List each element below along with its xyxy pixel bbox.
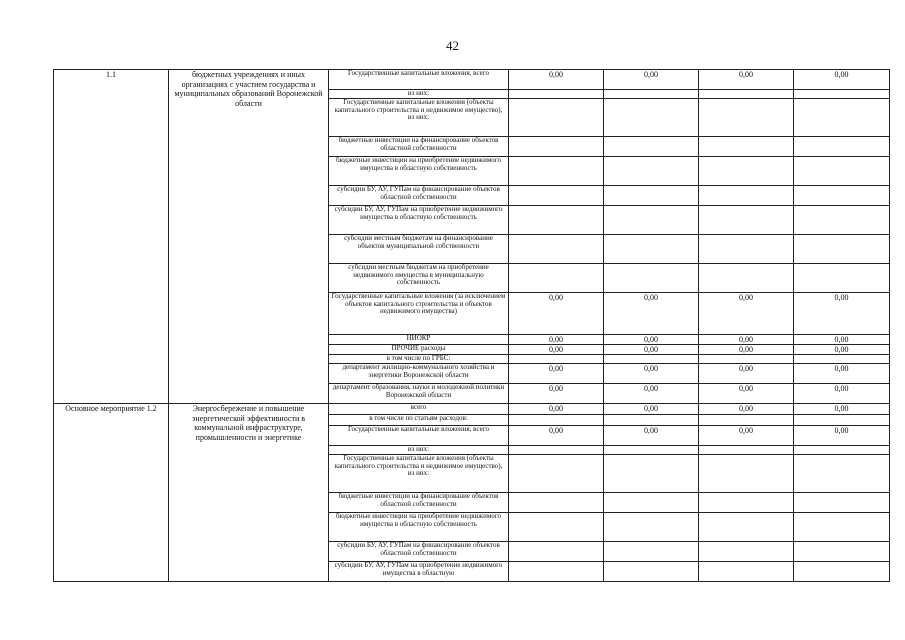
value-cell <box>699 355 794 364</box>
value-cell: 0,00 <box>699 384 794 404</box>
expense-label-cell: субсидии БУ, АУ, ГУПам на приобретение недвижимого имущества в областную <box>329 562 509 582</box>
value-cell <box>604 513 699 542</box>
value-cell <box>509 415 604 426</box>
value-cell <box>604 493 699 513</box>
value-cell: 0,00 <box>509 293 604 335</box>
expense-label-cell: Государственные капитальные вложения (за исключением объектов капитального строительства и объектов недвижимого имущества) <box>329 293 509 335</box>
expense-label-cell: бюджетные инвестиции на приобретение недвижимого имущества в областную собственность <box>329 157 509 186</box>
expense-label-cell: в том числе по статьям расходов: <box>329 415 509 426</box>
value-cell <box>794 137 890 157</box>
value-cell <box>699 99 794 137</box>
value-cell <box>604 90 699 99</box>
value-cell <box>699 137 794 157</box>
expense-label-cell: бюджетные инвестиции на приобретение недвижимого имущества в областную собственность <box>329 513 509 542</box>
value-cell: 0,00 <box>794 364 890 384</box>
value-cell <box>699 90 794 99</box>
value-cell <box>794 206 890 235</box>
expense-label-cell: субсидии местным бюджетам на приобретение недвижимого имущества в муниципальную собственность <box>329 264 509 293</box>
value-cell: 0,00 <box>604 335 699 345</box>
value-cell <box>699 493 794 513</box>
value-cell: 0,00 <box>794 335 890 345</box>
value-cell <box>699 446 794 455</box>
value-cell: 0,00 <box>794 404 890 415</box>
value-cell: 0,00 <box>509 345 604 355</box>
value-cell: 0,00 <box>604 364 699 384</box>
expense-label-cell: бюджетные инвестиции на финансирование объектов областной собственности <box>329 493 509 513</box>
value-cell: 0,00 <box>509 426 604 446</box>
value-cell <box>699 235 794 264</box>
value-cell: 0,00 <box>794 345 890 355</box>
value-cell <box>509 99 604 137</box>
value-cell <box>509 542 604 562</box>
table-row <box>54 404 890 415</box>
value-cell <box>604 455 699 493</box>
value-cell <box>604 206 699 235</box>
value-cell <box>509 513 604 542</box>
value-cell <box>604 415 699 426</box>
value-cell: 0,00 <box>699 404 794 415</box>
expense-label-cell: в том числе по ГРБС: <box>329 355 509 364</box>
value-cell: 0,00 <box>509 364 604 384</box>
expense-label-cell: Государственные капитальные вложения, всего <box>329 70 509 90</box>
value-cell: 0,00 <box>509 335 604 345</box>
value-cell: 0,00 <box>794 70 890 90</box>
value-cell <box>509 493 604 513</box>
value-cell: 0,00 <box>604 384 699 404</box>
value-cell: 0,00 <box>604 293 699 335</box>
value-cell: 0,00 <box>699 70 794 90</box>
expense-label-cell: из них: <box>329 90 509 99</box>
expense-label-cell: бюджетные инвестиции на финансирование объектов областной собственности <box>329 137 509 157</box>
value-cell: 0,00 <box>794 293 890 335</box>
expense-label-cell: департамент образования, науки и молодежной политики Воронежской области <box>329 384 509 404</box>
value-cell: 0,00 <box>604 404 699 415</box>
value-cell <box>509 186 604 206</box>
value-cell: 0,00 <box>699 426 794 446</box>
value-cell <box>794 513 890 542</box>
value-cell <box>794 446 890 455</box>
value-cell <box>699 542 794 562</box>
value-cell <box>794 542 890 562</box>
value-cell <box>604 264 699 293</box>
value-cell <box>509 355 604 364</box>
value-cell <box>794 415 890 426</box>
value-cell <box>794 90 890 99</box>
budget-table <box>53 69 890 582</box>
value-cell <box>604 186 699 206</box>
value-cell: 0,00 <box>699 293 794 335</box>
value-cell <box>604 542 699 562</box>
value-cell <box>794 562 890 582</box>
expense-label-cell: НИОКР <box>329 335 509 345</box>
expense-label-cell: всего <box>329 404 509 415</box>
value-cell <box>509 157 604 186</box>
value-cell <box>699 513 794 542</box>
expense-label-cell: Государственные капитальные вложения (объекты капитального строительства и недвижимое имущество), из них: <box>329 455 509 493</box>
value-cell <box>604 446 699 455</box>
value-cell <box>509 235 604 264</box>
value-cell <box>604 157 699 186</box>
value-cell: 0,00 <box>604 426 699 446</box>
value-cell <box>509 562 604 582</box>
table-row <box>54 70 890 90</box>
value-cell: 0,00 <box>699 335 794 345</box>
value-cell <box>509 90 604 99</box>
expense-label-cell: Государственные капитальные вложения (объекты капитального строительства и недвижимое имущество), из них: <box>329 99 509 137</box>
value-cell <box>794 157 890 186</box>
event-name-cell: Энергосбережение и повышение энергетической эффективности в коммунальной инфраструктуре, промышленности и энергетике <box>169 404 329 582</box>
expense-label-cell: Государственные капитальные вложения, всего <box>329 426 509 446</box>
value-cell: 0,00 <box>604 345 699 355</box>
value-cell <box>604 562 699 582</box>
value-cell <box>794 264 890 293</box>
value-cell <box>509 264 604 293</box>
value-cell <box>699 186 794 206</box>
expense-label-cell: из них: <box>329 446 509 455</box>
value-cell <box>509 206 604 235</box>
value-cell <box>509 446 604 455</box>
event-code-cell: Основное мероприятие 1.2 <box>54 404 169 582</box>
value-cell <box>604 235 699 264</box>
value-cell <box>794 355 890 364</box>
value-cell <box>794 493 890 513</box>
value-cell <box>604 355 699 364</box>
value-cell: 0,00 <box>794 384 890 404</box>
value-cell: 0,00 <box>794 426 890 446</box>
expense-label-cell: департамент жилищно-коммунального хозяйства и энергетики Воронежской области <box>329 364 509 384</box>
value-cell: 0,00 <box>699 345 794 355</box>
expense-label-cell: субсидии БУ, АУ, ГУПам на финансирование объектов областной собственности <box>329 186 509 206</box>
value-cell <box>794 99 890 137</box>
value-cell: 0,00 <box>604 70 699 90</box>
expense-label-cell: субсидии БУ, АУ, ГУПам на финансирование объектов областной собственности <box>329 542 509 562</box>
event-name-cell: бюджетных учреждениях и иных организациях с участием государства и муниципальных образований Воронежской области <box>169 70 329 404</box>
expense-label-cell: субсидии БУ, АУ, ГУПам на приобретение недвижимого имущества в областную собственность <box>329 206 509 235</box>
value-cell <box>794 455 890 493</box>
value-cell <box>699 206 794 235</box>
value-cell <box>604 99 699 137</box>
value-cell: 0,00 <box>699 364 794 384</box>
expense-label-cell: ПРОЧИЕ расходы <box>329 345 509 355</box>
value-cell: 0,00 <box>509 384 604 404</box>
value-cell <box>699 415 794 426</box>
value-cell: 0,00 <box>509 70 604 90</box>
page-number: 42 <box>446 38 459 53</box>
value-cell <box>699 264 794 293</box>
value-cell <box>699 157 794 186</box>
value-cell <box>509 137 604 157</box>
value-cell: 0,00 <box>509 404 604 415</box>
expense-label-cell: субсидии местным бюджетам на финансирование объектов муниципальной собственности <box>329 235 509 264</box>
value-cell <box>699 562 794 582</box>
value-cell <box>509 455 604 493</box>
event-code-cell: 1.1 <box>54 70 169 404</box>
value-cell <box>699 455 794 493</box>
value-cell <box>794 186 890 206</box>
value-cell <box>604 137 699 157</box>
value-cell <box>794 235 890 264</box>
